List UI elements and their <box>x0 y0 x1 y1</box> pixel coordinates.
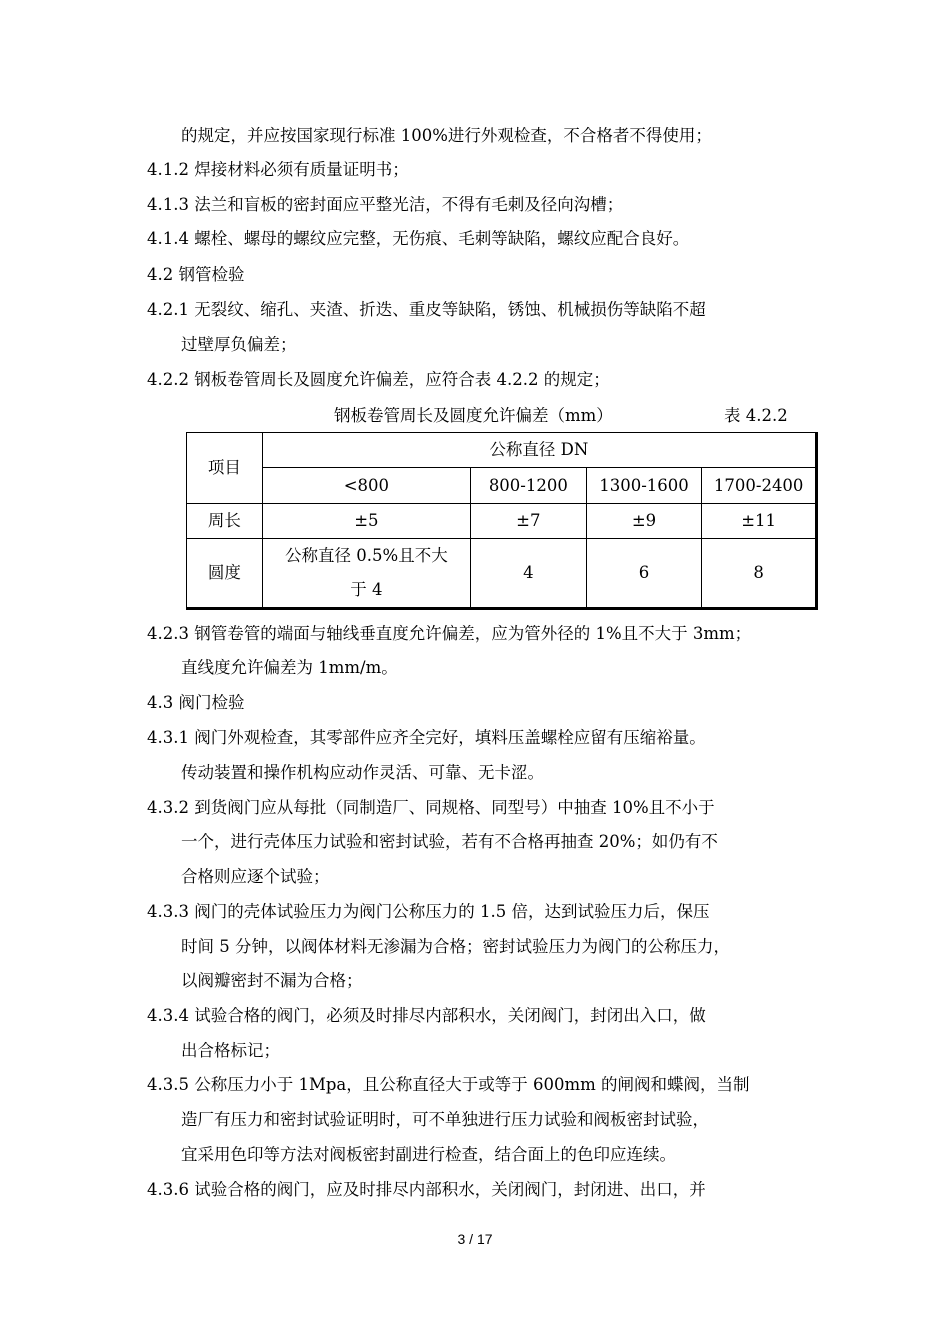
table-row <box>187 539 817 609</box>
table-cell: 公称直径 0.5%且不大于 4 <box>262 539 470 609</box>
table-cell: ±7 <box>471 504 587 539</box>
clause-4-3-4: 4.3.4 试验合格的阀门，必须及时排尽内部积水，关闭阀门，封闭出入口，做 <box>147 1006 706 1025</box>
clause-4-2-1-cont: 过壁厚负偏差； <box>181 335 297 354</box>
table-col-header: 1700-2400 <box>702 468 817 504</box>
clause-4-3-1-cont: 传动装置和操作机构应动作灵活、可靠、无卡涩。 <box>181 763 544 782</box>
table-number: 表 4.2.2 <box>724 406 788 425</box>
table-header-dn: 公称直径 DN <box>262 433 816 468</box>
table-cell: ±9 <box>586 504 702 539</box>
clause-4-1-2: 4.1.2 焊接材料必须有质量证明书； <box>147 160 409 179</box>
clause-4-3-2-cont: 合格则应逐个试验； <box>181 867 330 886</box>
clause-4-3-2: 4.3.2 到货阀门应从每批（同制造厂、同规格、同型号）中抽查 10%且不小于 <box>147 798 715 817</box>
clause-4-1-3: 4.1.3 法兰和盲板的密封面应平整光洁，不得有毛刺及径向沟槽； <box>147 195 624 214</box>
clause-4-2-1: 4.2.1 无裂纹、缩孔、夹渣、折迭、重皮等缺陷，锈蚀、机械损伤等缺陷不超 <box>147 300 706 319</box>
clause-4-3-3: 4.3.3 阀门的壳体试验压力为阀门公称压力的 1.5 倍，达到试验压力后，保压 <box>147 902 710 921</box>
clause-4-3-4-cont: 出合格标记； <box>181 1041 280 1060</box>
clause-4-2-2: 4.2.2 钢板卷管周长及圆度允许偏差，应符合表 4.2.2 的规定； <box>147 370 610 389</box>
table-cell: ±5 <box>262 504 470 539</box>
table-row-label: 圆度 <box>187 539 263 609</box>
clause-4-3-3-cont: 以阀瓣密封不漏为合格； <box>181 971 363 990</box>
clause-4-3-5-cont: 宜采用色印等方法对阀板密封副进行检查，结合面上的色印应连续。 <box>181 1145 676 1164</box>
table-col-header: 1300-1600 <box>586 468 702 504</box>
clause-4-3-1: 4.3.1 阀门外观检查，其零部件应齐全完好，填料压盖螺栓应留有压缩裕量。 <box>147 728 706 747</box>
tolerance-table <box>186 432 818 610</box>
table-row <box>187 504 817 539</box>
table-cell: 8 <box>702 539 817 609</box>
table-cell: 4 <box>471 539 587 609</box>
table-col-header: <800 <box>262 468 470 504</box>
table-col-header: 800-1200 <box>471 468 587 504</box>
section-4-3-heading: 4.3 阀门检验 <box>147 693 245 712</box>
table-cell: ±11 <box>702 504 817 539</box>
table-row-label: 周长 <box>187 504 263 539</box>
clause-4-1-4: 4.1.4 螺栓、螺母的螺纹应完整，无伤痕、毛刺等缺陷，螺纹应配合良好。 <box>147 229 690 248</box>
table-header-item: 项目 <box>187 433 263 504</box>
section-4-2-heading: 4.2 钢管检验 <box>147 265 245 284</box>
clause-4-2-3: 4.2.3 钢管卷管的端面与轴线垂直度允许偏差，应为管外径的 1%且不大于 3mm； <box>147 624 752 643</box>
clause-4-3-5: 4.3.5 公称压力小于 1Mpa，且公称直径大于或等于 600mm 的闸阀和蝶阀，当制 <box>147 1075 750 1094</box>
paragraph-line: 的规定，并应按国家现行标准 100%进行外观检查，不合格者不得使用； <box>181 126 712 145</box>
table-cell: 6 <box>586 539 702 609</box>
clause-4-3-2-cont: 一个，进行壳体压力试验和密封试验，若有不合格再抽查 20%；如仍有不 <box>181 832 718 851</box>
clause-4-3-5-cont: 造厂有压力和密封试验证明时，可不单独进行压力试验和阀板密封试验， <box>181 1110 709 1129</box>
clause-4-2-3-cont: 直线度允许偏差为 1mm/m。 <box>181 658 398 677</box>
clause-4-3-3-cont: 时间 5 分钟，以阀体材料无渗漏为合格；密封试验压力为阀门的公称压力， <box>181 937 730 956</box>
clause-4-3-6: 4.3.6 试验合格的阀门，应及时排尽内部积水，关闭阀门，封闭进、出口，并 <box>147 1180 706 1199</box>
table-caption: 钢板卷管周长及圆度允许偏差（mm） <box>334 406 613 425</box>
page-number: 3 / 17 <box>457 1231 493 1247</box>
